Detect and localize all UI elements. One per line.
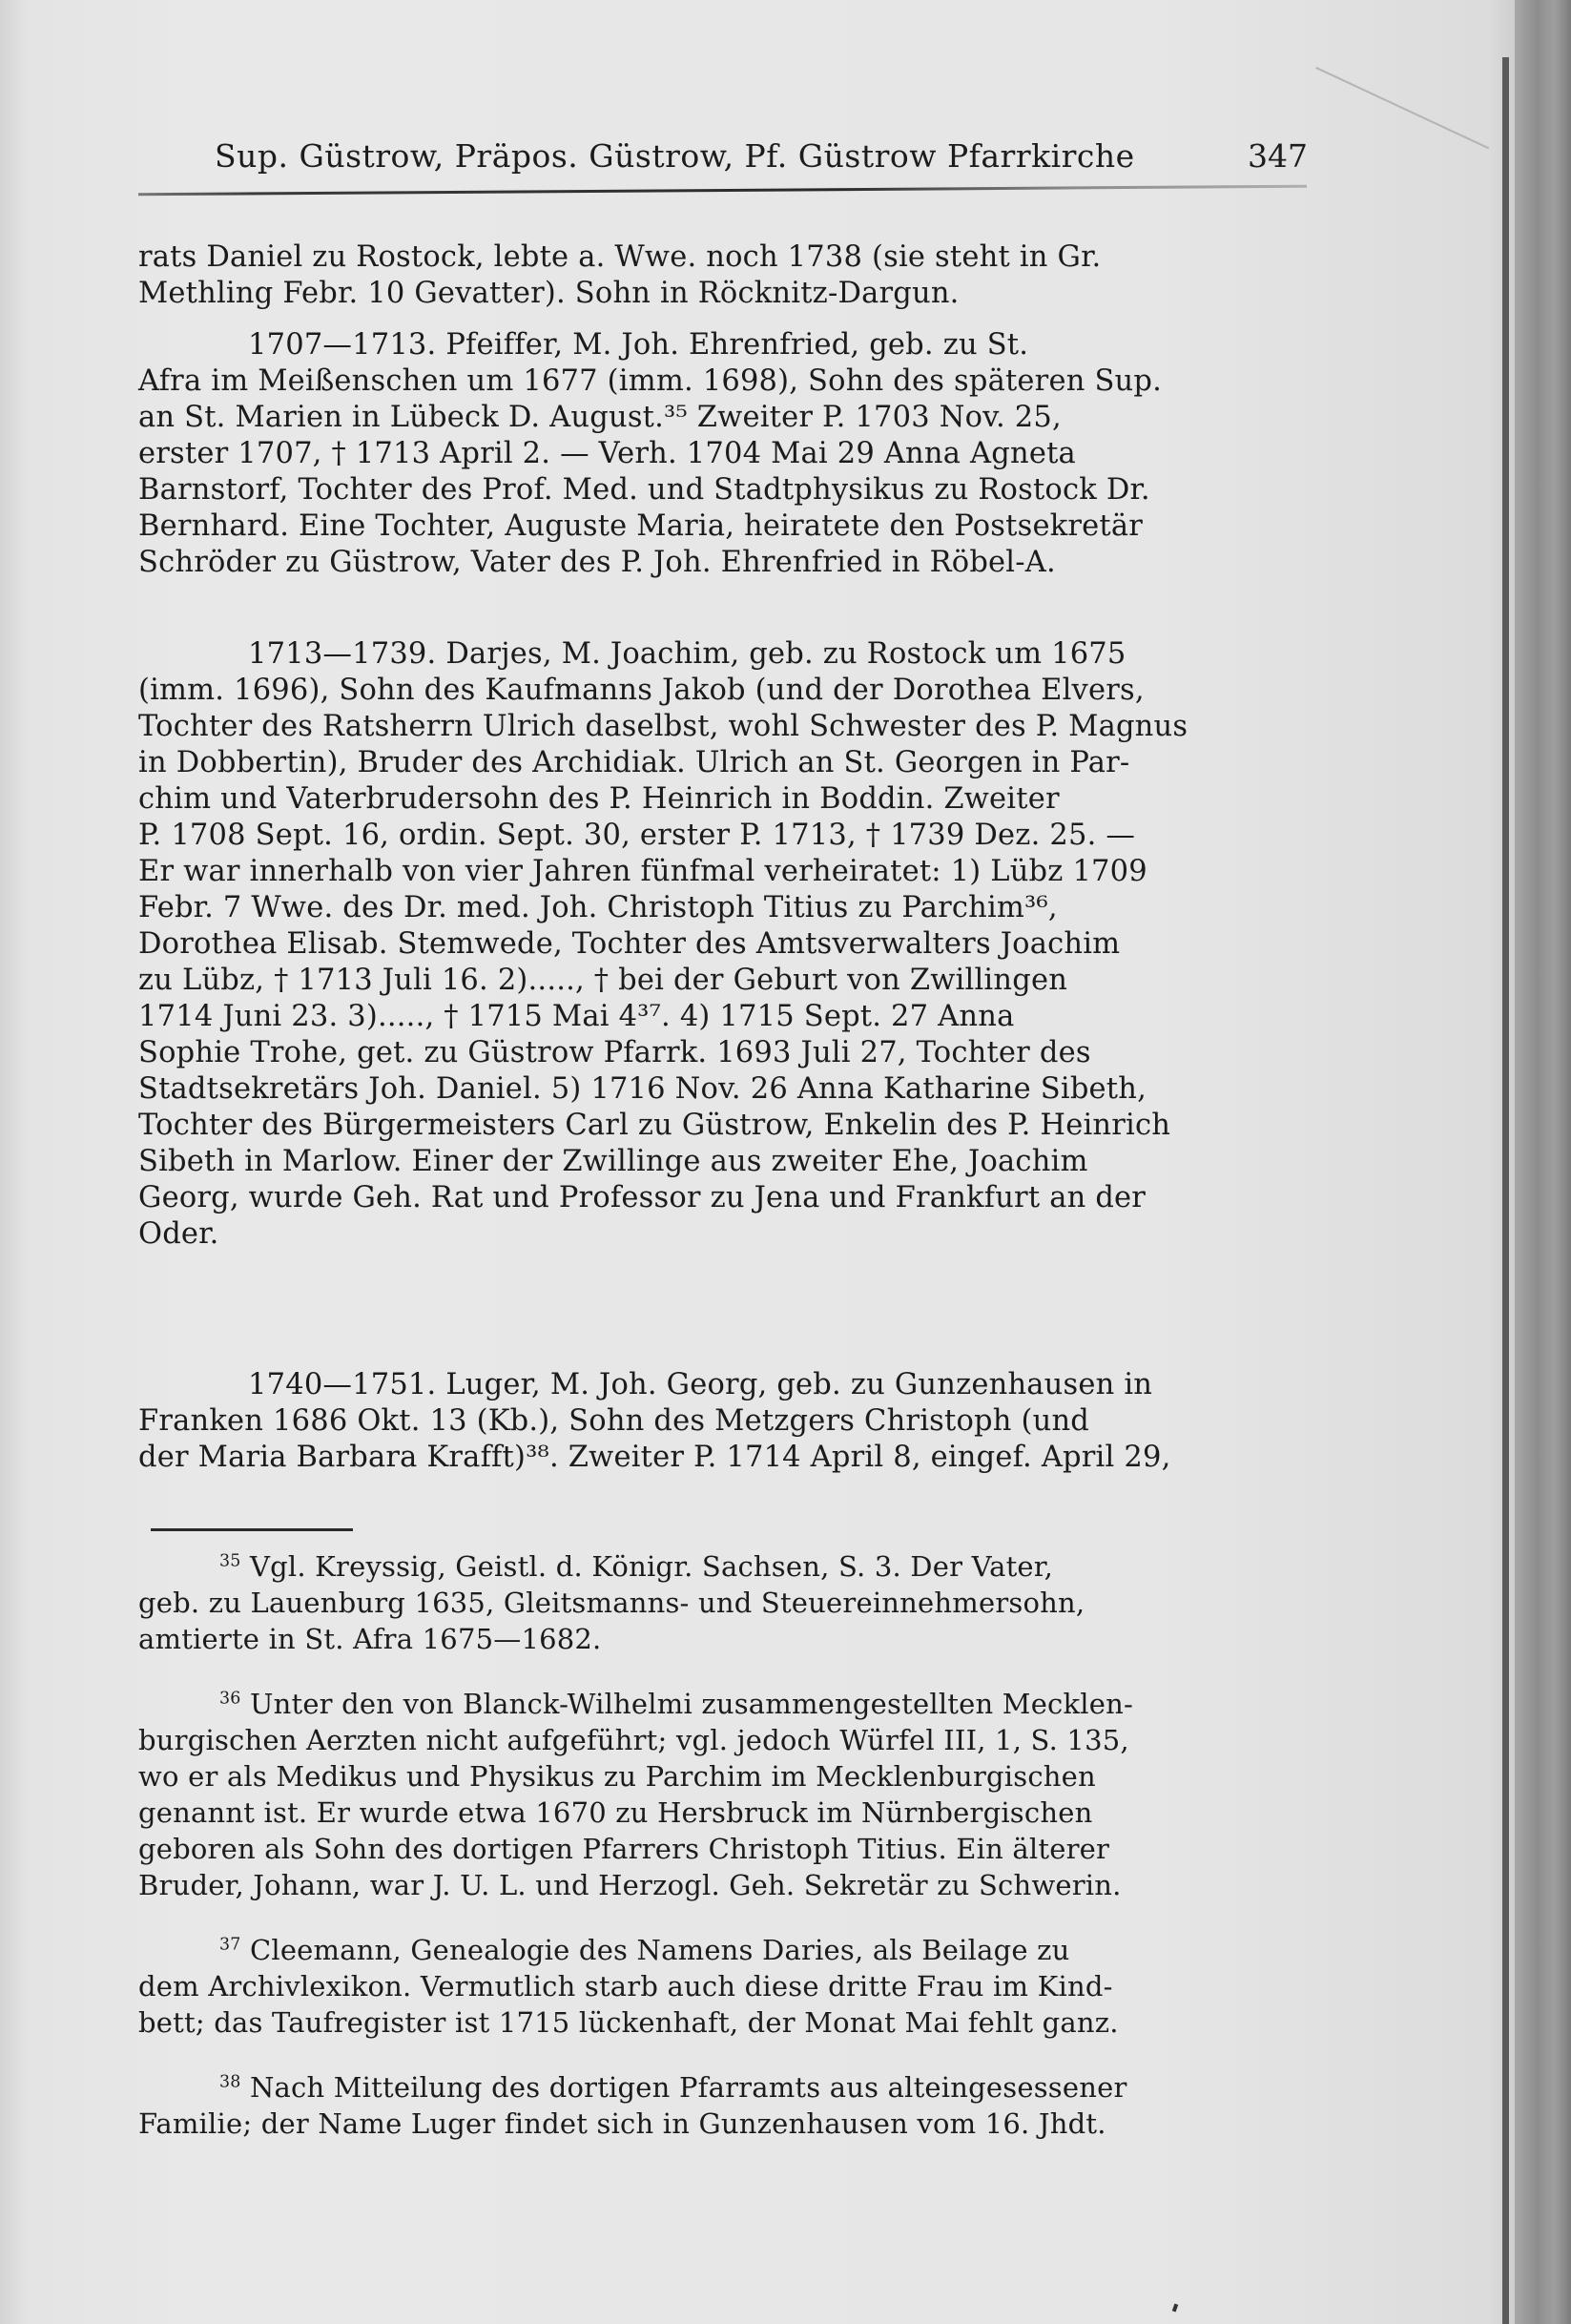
page-edge-line	[1502, 57, 1509, 2324]
footnote-line: geboren als Sohn des dortigen Pfarrers Christoph Titius. Ein älterer	[138, 1833, 1110, 1865]
footnote-line: amtierte in St. Afra 1675—1682.	[138, 1623, 602, 1655]
body-line: chim und Vaterbrudersohn des P. Heinrich in Boddin. Zweiter	[138, 782, 1060, 816]
footnote-separator	[151, 1528, 353, 1531]
body-line: Febr. 7 Wwe. des Dr. med. Joh. Christoph Titius zu Parchim³⁶,	[138, 891, 1058, 924]
body-line: Franken 1686 Okt. 13 (Kb.), Sohn des Metzgers Christoph (und	[138, 1404, 1090, 1438]
footnote-line: dem Archivlexikon. Vermutlich starb auch diese dritte Frau im Kind-	[138, 1970, 1113, 2002]
footnote-line: geb. zu Lauenburg 1635, Gleitsmanns- und Steuereinnehmersohn,	[138, 1587, 1085, 1619]
body-line: erster 1707, † 1713 April 2. — Verh. 1704 Mai 29 Anna Agneta	[138, 437, 1076, 470]
footnote-number: 36	[219, 1689, 241, 1709]
body-line: Oder.	[138, 1217, 219, 1251]
body-line: Dorothea Elisab. Stemwede, Tochter des Amtsverwalters Joachim	[138, 927, 1121, 961]
body-line: Methling Febr. 10 Gevatter). Sohn in Röcknitz-Dargun.	[138, 277, 960, 310]
body-line: Georg, wurde Geh. Rat und Professor zu Jena und Frankfurt an der	[138, 1181, 1147, 1214]
body-line: Barnstorf, Tochter des Prof. Med. und Stadtphysikus zu Rostock Dr.	[138, 473, 1150, 507]
body-line: Er war innerhalb von vier Jahren fünfmal verheiratet: 1) Lübz 1709	[138, 855, 1147, 888]
footnote-line: wo er als Medikus und Physikus zu Parchim im Mecklenburgischen	[138, 1760, 1096, 1793]
footnote-number: 37	[219, 1935, 241, 1955]
body-line: Afra im Meißenschen um 1677 (imm. 1698), Sohn des späteren Sup.	[138, 364, 1162, 398]
body-line: der Maria Barbara Krafft)³⁸. Zweiter P. 1714 April 8, eingef. April 29,	[138, 1441, 1171, 1474]
footnote-line: burgischen Aerzten nicht aufgeführt; vgl. jedoch Würfel III, 1, S. 135,	[138, 1724, 1129, 1756]
page-number: 347	[1248, 137, 1308, 175]
body-line: Schröder zu Güstrow, Vater des P. Joh. Ehrenfried in Röbel-A.	[138, 546, 1056, 579]
footnote-line: Unter den von Blanck-Wilhelmi zusammengestellten Mecklen-	[249, 1688, 1133, 1720]
body-line: 1714 Juni 23. 3)....., † 1715 Mai 4³⁷. 4) 1715 Sept. 27 Anna	[138, 1000, 1015, 1033]
paper-crease	[1315, 67, 1489, 149]
body-line: Bernhard. Eine Tochter, Auguste Maria, heiratete den Postsekretär	[138, 509, 1144, 543]
footnote-line: Cleemann, Genealogie des Namens Daries, als Beilage zu	[249, 1934, 1070, 1966]
running-header-title: Sup. Güstrow, Präpos. Güstrow, Pf. Güstrow Pfarrkirche	[215, 137, 1135, 175]
entry-start-luger: 1740—1751. Luger, M. Joh. Georg, geb. zu Gunzenhausen in	[248, 1368, 1153, 1401]
footnote-line: Vgl. Kreyssig, Geistl. d. Königr. Sachsen, S. 3. Der Vater,	[249, 1550, 1054, 1583]
footnote-line: Nach Mitteilung des dortigen Pfarramts aus alteingesessener	[249, 2071, 1127, 2104]
book-binding-shadow	[1515, 0, 1571, 2324]
footnote-line: genannt ist. Er wurde etwa 1670 zu Hersbruck im Nürnbergischen	[138, 1796, 1093, 1829]
footnote-line: bett; das Taufregister ist 1715 lückenhaft, der Monat Mai fehlt ganz.	[138, 2006, 1119, 2039]
body-line: Stadtsekretärs Joh. Daniel. 5) 1716 Nov. 26 Anna Katharine Sibeth,	[138, 1072, 1147, 1106]
body-line: in Dobbertin), Bruder des Archidiak. Ulrich an St. Georgen in Par-	[138, 746, 1130, 779]
body-line: an St. Marien in Lübeck D. August.³⁵ Zweiter P. 1703 Nov. 25,	[138, 401, 1062, 434]
body-line: Tochter des Ratsherrn Ulrich daselbst, wohl Schwester des P. Magnus	[138, 710, 1189, 743]
body-line: Tochter des Bürgermeisters Carl zu Güstrow, Enkelin des P. Heinrich	[138, 1109, 1171, 1142]
body-line: P. 1708 Sept. 16, ordin. Sept. 30, erster P. 1713, † 1739 Dez. 25. —	[138, 819, 1136, 852]
footnote-line: Bruder, Johann, war J. U. L. und Herzogl. Geh. Sekretär zu Schwerin.	[138, 1869, 1122, 1901]
footnote-number: 38	[219, 2072, 241, 2092]
scan-artifact	[1172, 2304, 1178, 2313]
entry-start-pfeiffer: 1707—1713. Pfeiffer, M. Joh. Ehrenfried, geb. zu St.	[248, 328, 1029, 362]
body-line: (imm. 1696), Sohn des Kaufmanns Jakob (und der Dorothea Elvers,	[138, 674, 1145, 707]
footnote-line: Familie; der Name Luger findet sich in Gunzenhausen vom 16. Jhdt.	[138, 2107, 1106, 2140]
body-line: zu Lübz, † 1713 Juli 16. 2)....., † bei der Geburt von Zwillingen	[138, 964, 1068, 997]
body-line: rats Daniel zu Rostock, lebte a. Wwe. noch 1738 (sie steht in Gr.	[138, 240, 1102, 274]
running-header	[215, 132, 1312, 189]
body-line: Sibeth in Marlow. Einer der Zwillinge aus zweiter Ehe, Joachim	[138, 1145, 1088, 1178]
body-line: Sophie Trohe, get. zu Güstrow Pfarrk. 1693 Juli 27, Tochter des	[138, 1036, 1091, 1069]
footnote-number: 35	[219, 1551, 241, 1571]
entry-start-darjes: 1713—1739. Darjes, M. Joachim, geb. zu Rostock um 1675	[248, 637, 1127, 671]
